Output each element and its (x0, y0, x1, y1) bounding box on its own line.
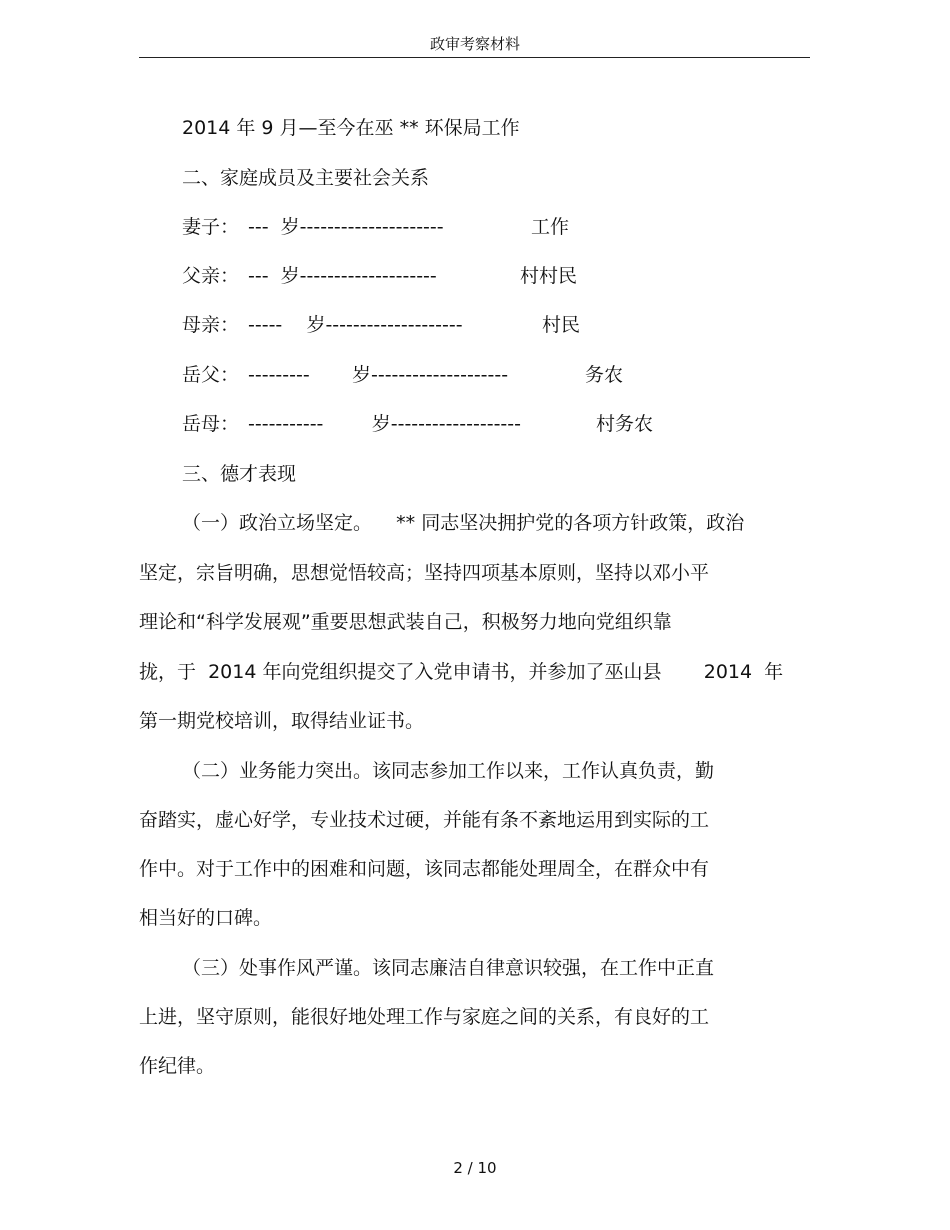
page-indicator: 2 / 10 (453, 1159, 497, 1177)
member-age: --------- 岁-------------------- (248, 364, 509, 386)
paragraph-line: 坚定，宗旨明确，思想觉悟较高；坚持四项基本原则，坚持以邓小平 (139, 562, 710, 584)
member-occupation: 村村民 (520, 265, 578, 287)
header-title: 政审考察材料 (429, 35, 520, 53)
performance-heading: 三、德才表现 (182, 463, 297, 485)
paragraph-line: （一）政治立场坚定。 ** 同志坚决拥护党的各项方针政策，政治 (182, 512, 745, 534)
member-age: --- 岁-------------------- (248, 265, 437, 287)
member-age: --- 岁--------------------- (248, 216, 444, 238)
member-relation: 父亲： (182, 265, 240, 287)
member-occupation: 村民 (542, 314, 581, 336)
member-occupation: 务农 (585, 364, 624, 386)
paragraph-line: 相当好的口碑。 (139, 907, 273, 929)
member-relation: 妻子： (182, 216, 240, 238)
paragraph-line: 奋踏实，虚心好学，专业技术过硬，并能有条不紊地运用到实际的工 (139, 809, 710, 831)
member-occupation: 村务农 (596, 413, 654, 435)
member-age: ----- 岁-------------------- (248, 314, 463, 336)
work-history-entry: 2014 年 9 月—至今在巫 ** 环保局工作 (182, 117, 520, 139)
paragraph-line: 第一期党校培训，取得结业证书。 (139, 710, 425, 732)
member-relation: 母亲： (182, 314, 240, 336)
family-heading: 二、家庭成员及主要社会关系 (182, 167, 430, 189)
member-relation: 岳母： (182, 413, 240, 435)
member-relation: 岳父： (182, 364, 240, 386)
member-age: ----------- 岁------------------- (248, 413, 521, 435)
paragraph-line: （二）业务能力突出。该同志参加工作以来，工作认真负责，勤 (182, 760, 715, 782)
paragraph-line: 上进，坚守原则，能很好地处理工作与家庭之间的关系，有良好的工 (139, 1006, 710, 1028)
paragraph-line: 作中。对于工作中的困难和问题，该同志都能处理周全，在群众中有 (139, 858, 710, 880)
paragraph-line: （三）处事作风严谨。该同志廉洁自律意识较强，在工作中正直 (182, 957, 715, 979)
paragraph-line: 拢，于 2014 年向党组织提交了入党申请书，并参加了巫山县 2014 年 (139, 661, 784, 683)
member-occupation: 工作 (531, 216, 570, 238)
header-divider (139, 57, 810, 58)
paragraph-line: 作纪律。 (139, 1055, 216, 1077)
paragraph-line: 理论和“科学发展观”重要思想武装自己，积极努力地向党组织靠 (139, 611, 672, 633)
